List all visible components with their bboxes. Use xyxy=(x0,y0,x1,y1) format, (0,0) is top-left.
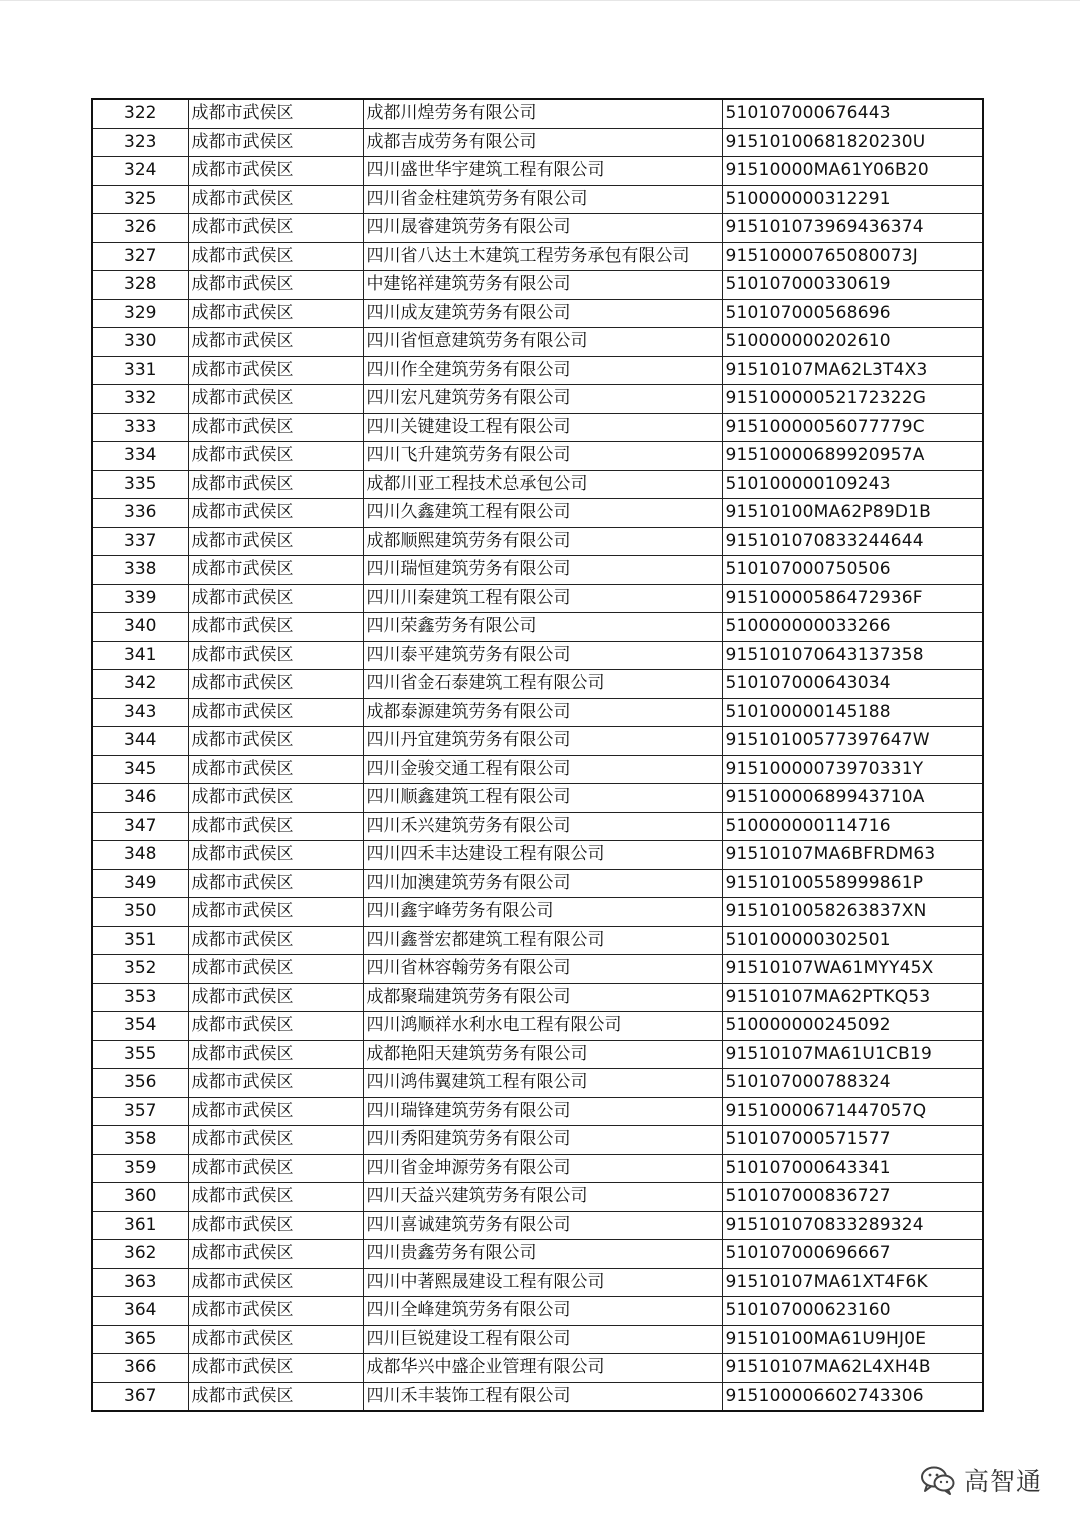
row-number-cell: 353 xyxy=(92,983,188,1012)
district-cell: 成都市武侯区 xyxy=(188,812,363,841)
company-name-cell: 成都川亚工程技术总承包公司 xyxy=(363,470,722,499)
credit-code-cell: 91510000056077779C xyxy=(722,413,983,442)
company-name-cell: 成都聚瑞建筑劳务有限公司 xyxy=(363,983,722,1012)
row-number-cell: 335 xyxy=(92,470,188,499)
credit-code-cell: 915100006602743306 xyxy=(722,1382,983,1411)
district-cell: 成都市武侯区 xyxy=(188,214,363,243)
row-number-cell: 357 xyxy=(92,1097,188,1126)
table-row xyxy=(92,527,983,556)
company-name-cell: 四川加澳建筑劳务有限公司 xyxy=(363,869,722,898)
row-number-cell: 323 xyxy=(92,128,188,157)
table-row xyxy=(92,698,983,727)
table-row xyxy=(92,1040,983,1069)
credit-code-cell: 91510100MA62P89D1B xyxy=(722,499,983,528)
company-name-cell: 四川省恒意建筑劳务有限公司 xyxy=(363,328,722,357)
table-row xyxy=(92,1069,983,1098)
company-name-cell: 四川鑫宇峰劳务有限公司 xyxy=(363,898,722,927)
credit-code-cell: 91510000689920957A xyxy=(722,442,983,471)
district-cell: 成都市武侯区 xyxy=(188,413,363,442)
company-name-cell: 四川喜诚建筑劳务有限公司 xyxy=(363,1211,722,1240)
credit-code-cell: 91510100MA61U9HJ0E xyxy=(722,1325,983,1354)
wechat-watermark xyxy=(920,1462,1042,1498)
row-number-cell: 330 xyxy=(92,328,188,357)
credit-code-cell: 91510107MA61U1CB19 xyxy=(722,1040,983,1069)
row-number-cell: 343 xyxy=(92,698,188,727)
company-name-cell: 成都泰源建筑劳务有限公司 xyxy=(363,698,722,727)
credit-code-cell: 915101070643137358 xyxy=(722,641,983,670)
credit-code-cell: 91510000586472936F xyxy=(722,584,983,613)
row-number-cell: 363 xyxy=(92,1268,188,1297)
table-row xyxy=(92,955,983,984)
company-name-cell: 四川金骏交通工程有限公司 xyxy=(363,755,722,784)
table-row xyxy=(92,1354,983,1383)
row-number-cell: 354 xyxy=(92,1012,188,1041)
table-row xyxy=(92,556,983,585)
row-number-cell: 366 xyxy=(92,1354,188,1383)
credit-code-cell: 510000000202610 xyxy=(722,328,983,357)
company-name-cell: 成都艳阳天建筑劳务有限公司 xyxy=(363,1040,722,1069)
credit-code-cell: 9151010058263837XN xyxy=(722,898,983,927)
credit-code-cell: 91510107MA61XT4F6K xyxy=(722,1268,983,1297)
company-name-cell: 四川荣鑫劳务有限公司 xyxy=(363,613,722,642)
district-cell: 成都市武侯区 xyxy=(188,841,363,870)
district-cell: 成都市武侯区 xyxy=(188,556,363,585)
credit-code-cell: 91510000073970331Y xyxy=(722,755,983,784)
district-cell: 成都市武侯区 xyxy=(188,356,363,385)
row-number-cell: 348 xyxy=(92,841,188,870)
company-name-cell: 四川瑞恒建筑劳务有限公司 xyxy=(363,556,722,585)
row-number-cell: 365 xyxy=(92,1325,188,1354)
table-row xyxy=(92,1240,983,1269)
company-name-cell: 四川省八达土木建筑工程劳务承包有限公司 xyxy=(363,242,722,271)
row-number-cell: 360 xyxy=(92,1183,188,1212)
row-number-cell: 339 xyxy=(92,584,188,613)
district-cell: 成都市武侯区 xyxy=(188,727,363,756)
company-name-cell: 四川鑫誉宏都建筑工程有限公司 xyxy=(363,926,722,955)
company-name-cell: 四川作全建筑劳务有限公司 xyxy=(363,356,722,385)
row-number-cell: 332 xyxy=(92,385,188,414)
company-name-cell: 四川全峰建筑劳务有限公司 xyxy=(363,1297,722,1326)
row-number-cell: 327 xyxy=(92,242,188,271)
table-row xyxy=(92,1126,983,1155)
credit-code-cell: 91510100558999861P xyxy=(722,869,983,898)
credit-code-cell: 915101070833289324 xyxy=(722,1211,983,1240)
watermark-text: 高智通 xyxy=(964,1467,1043,1496)
table-row xyxy=(92,1097,983,1126)
credit-code-cell: 510107000330619 xyxy=(722,271,983,300)
row-number-cell: 347 xyxy=(92,812,188,841)
district-cell: 成都市武侯区 xyxy=(188,1040,363,1069)
table-row xyxy=(92,128,983,157)
row-number-cell: 340 xyxy=(92,613,188,642)
credit-code-cell: 915101073969436374 xyxy=(722,214,983,243)
district-cell: 成都市武侯区 xyxy=(188,955,363,984)
row-number-cell: 359 xyxy=(92,1154,188,1183)
table-row xyxy=(92,670,983,699)
credit-code-cell: 91510000MA61Y06B20 xyxy=(722,157,983,186)
district-cell: 成都市武侯区 xyxy=(188,755,363,784)
credit-code-cell: 510107000643341 xyxy=(722,1154,983,1183)
district-cell: 成都市武侯区 xyxy=(188,1097,363,1126)
district-cell: 成都市武侯区 xyxy=(188,1268,363,1297)
table-row xyxy=(92,1297,983,1326)
credit-code-cell: 91510000765080073J xyxy=(722,242,983,271)
district-cell: 成都市武侯区 xyxy=(188,99,363,128)
credit-code-cell: 510107000676443 xyxy=(722,99,983,128)
company-name-cell: 四川宏凡建筑劳务有限公司 xyxy=(363,385,722,414)
row-number-cell: 326 xyxy=(92,214,188,243)
table-row xyxy=(92,983,983,1012)
row-number-cell: 324 xyxy=(92,157,188,186)
company-name-cell: 四川省金坤源劳务有限公司 xyxy=(363,1154,722,1183)
company-name-cell: 四川顺鑫建筑工程有限公司 xyxy=(363,784,722,813)
table-row xyxy=(92,869,983,898)
district-cell: 成都市武侯区 xyxy=(188,185,363,214)
company-name-cell: 成都顺熙建筑劳务有限公司 xyxy=(363,527,722,556)
district-cell: 成都市武侯区 xyxy=(188,470,363,499)
row-number-cell: 345 xyxy=(92,755,188,784)
row-number-cell: 336 xyxy=(92,499,188,528)
table-row xyxy=(92,185,983,214)
table-row xyxy=(92,499,983,528)
company-name-cell: 四川飞升建筑劳务有限公司 xyxy=(363,442,722,471)
credit-code-cell: 91510000689943710A xyxy=(722,784,983,813)
table-row xyxy=(92,413,983,442)
district-cell: 成都市武侯区 xyxy=(188,328,363,357)
district-cell: 成都市武侯区 xyxy=(188,1154,363,1183)
row-number-cell: 364 xyxy=(92,1297,188,1326)
credit-code-cell: 510107000623160 xyxy=(722,1297,983,1326)
district-cell: 成都市武侯区 xyxy=(188,1211,363,1240)
table-row xyxy=(92,99,983,128)
district-cell: 成都市武侯区 xyxy=(188,527,363,556)
credit-code-cell: 91510000671447057Q xyxy=(722,1097,983,1126)
credit-code-cell: 91510100577397647W xyxy=(722,727,983,756)
district-cell: 成都市武侯区 xyxy=(188,1354,363,1383)
credit-code-cell: 510000000114716 xyxy=(722,812,983,841)
row-number-cell: 344 xyxy=(92,727,188,756)
row-number-cell: 331 xyxy=(92,356,188,385)
table-row xyxy=(92,784,983,813)
company-name-cell: 四川盛世华宇建筑工程有限公司 xyxy=(363,157,722,186)
company-name-cell: 四川鸿顺祥水利水电工程有限公司 xyxy=(363,1012,722,1041)
credit-code-cell: 91510000052172322G xyxy=(722,385,983,414)
company-name-cell: 中建铭祥建筑劳务有限公司 xyxy=(363,271,722,300)
row-number-cell: 328 xyxy=(92,271,188,300)
credit-code-cell: 915101070833244644 xyxy=(722,527,983,556)
company-name-cell: 四川巨锐建设工程有限公司 xyxy=(363,1325,722,1354)
district-cell: 成都市武侯区 xyxy=(188,271,363,300)
table-row xyxy=(92,214,983,243)
district-cell: 成都市武侯区 xyxy=(188,1069,363,1098)
credit-code-cell: 510107000568696 xyxy=(722,299,983,328)
row-number-cell: 346 xyxy=(92,784,188,813)
wechat-icon xyxy=(920,1465,956,1495)
district-cell: 成都市武侯区 xyxy=(188,1297,363,1326)
company-name-cell: 四川天益兴建筑劳务有限公司 xyxy=(363,1183,722,1212)
table-row xyxy=(92,299,983,328)
credit-code-cell: 91510107MA6BFRDM63 xyxy=(722,841,983,870)
district-cell: 成都市武侯区 xyxy=(188,1382,363,1411)
table-row xyxy=(92,356,983,385)
company-name-cell: 四川中著熙晟建设工程有限公司 xyxy=(363,1268,722,1297)
district-cell: 成都市武侯区 xyxy=(188,1126,363,1155)
row-number-cell: 325 xyxy=(92,185,188,214)
district-cell: 成都市武侯区 xyxy=(188,784,363,813)
district-cell: 成都市武侯区 xyxy=(188,898,363,927)
row-number-cell: 337 xyxy=(92,527,188,556)
table-row xyxy=(92,841,983,870)
district-cell: 成都市武侯区 xyxy=(188,242,363,271)
table-row xyxy=(92,926,983,955)
company-name-cell: 四川晟睿建筑劳务有限公司 xyxy=(363,214,722,243)
row-number-cell: 355 xyxy=(92,1040,188,1069)
table-row xyxy=(92,898,983,927)
credit-code-cell: 510107000788324 xyxy=(722,1069,983,1098)
registry-table xyxy=(91,98,984,1412)
row-number-cell: 352 xyxy=(92,955,188,984)
row-number-cell: 349 xyxy=(92,869,188,898)
table-row xyxy=(92,328,983,357)
table-row xyxy=(92,1211,983,1240)
table-row xyxy=(92,584,983,613)
district-cell: 成都市武侯区 xyxy=(188,698,363,727)
credit-code-cell: 510000000312291 xyxy=(722,185,983,214)
district-cell: 成都市武侯区 xyxy=(188,869,363,898)
row-number-cell: 367 xyxy=(92,1382,188,1411)
table-row xyxy=(92,442,983,471)
row-number-cell: 334 xyxy=(92,442,188,471)
district-cell: 成都市武侯区 xyxy=(188,385,363,414)
credit-code-cell: 91510107MA62L3T4X3 xyxy=(722,356,983,385)
district-cell: 成都市武侯区 xyxy=(188,670,363,699)
company-name-cell: 四川省金柱建筑劳务有限公司 xyxy=(363,185,722,214)
credit-code-cell: 91510107WA61MYY45X xyxy=(722,955,983,984)
district-cell: 成都市武侯区 xyxy=(188,1012,363,1041)
company-name-cell: 四川丹宜建筑劳务有限公司 xyxy=(363,727,722,756)
row-number-cell: 362 xyxy=(92,1240,188,1269)
table-row xyxy=(92,812,983,841)
district-cell: 成都市武侯区 xyxy=(188,926,363,955)
credit-code-cell: 510100000302501 xyxy=(722,926,983,955)
row-number-cell: 351 xyxy=(92,926,188,955)
table-row xyxy=(92,1012,983,1041)
district-cell: 成都市武侯区 xyxy=(188,1240,363,1269)
company-name-cell: 四川瑞锋建筑劳务有限公司 xyxy=(363,1097,722,1126)
credit-code-cell: 510107000750506 xyxy=(722,556,983,585)
district-cell: 成都市武侯区 xyxy=(188,1183,363,1212)
district-cell: 成都市武侯区 xyxy=(188,128,363,157)
page-top-rule xyxy=(0,0,1080,1)
table-row xyxy=(92,385,983,414)
company-name-cell: 四川鸿伟翼建筑工程有限公司 xyxy=(363,1069,722,1098)
row-number-cell: 361 xyxy=(92,1211,188,1240)
district-cell: 成都市武侯区 xyxy=(188,584,363,613)
district-cell: 成都市武侯区 xyxy=(188,157,363,186)
company-name-cell: 四川禾丰装饰工程有限公司 xyxy=(363,1382,722,1411)
table-row xyxy=(92,1154,983,1183)
district-cell: 成都市武侯区 xyxy=(188,613,363,642)
company-name-cell: 四川禾兴建筑劳务有限公司 xyxy=(363,812,722,841)
credit-code-cell: 510000000245092 xyxy=(722,1012,983,1041)
table-row xyxy=(92,1268,983,1297)
table-row xyxy=(92,1183,983,1212)
credit-code-cell: 91510107MA62PTKQ53 xyxy=(722,983,983,1012)
table-row xyxy=(92,470,983,499)
credit-code-cell: 510107000643034 xyxy=(722,670,983,699)
table-row xyxy=(92,613,983,642)
table-row xyxy=(92,271,983,300)
credit-code-cell: 91510100681820230U xyxy=(722,128,983,157)
row-number-cell: 333 xyxy=(92,413,188,442)
credit-code-cell: 510107000696667 xyxy=(722,1240,983,1269)
company-name-cell: 四川泰平建筑劳务有限公司 xyxy=(363,641,722,670)
row-number-cell: 358 xyxy=(92,1126,188,1155)
registry-table-body xyxy=(92,99,983,1411)
row-number-cell: 356 xyxy=(92,1069,188,1098)
company-name-cell: 四川贵鑫劳务有限公司 xyxy=(363,1240,722,1269)
district-cell: 成都市武侯区 xyxy=(188,1325,363,1354)
company-name-cell: 四川省金石泰建筑工程有限公司 xyxy=(363,670,722,699)
table-row xyxy=(92,157,983,186)
row-number-cell: 329 xyxy=(92,299,188,328)
row-number-cell: 322 xyxy=(92,99,188,128)
company-name-cell: 成都川煌劳务有限公司 xyxy=(363,99,722,128)
credit-code-cell: 510100000109243 xyxy=(722,470,983,499)
row-number-cell: 341 xyxy=(92,641,188,670)
company-name-cell: 四川久鑫建筑工程有限公司 xyxy=(363,499,722,528)
table-row xyxy=(92,641,983,670)
district-cell: 成都市武侯区 xyxy=(188,299,363,328)
credit-code-cell: 91510107MA62L4XH4B xyxy=(722,1354,983,1383)
credit-code-cell: 510107000836727 xyxy=(722,1183,983,1212)
table-row xyxy=(92,755,983,784)
table-row xyxy=(92,1325,983,1354)
credit-code-cell: 510000000033266 xyxy=(722,613,983,642)
row-number-cell: 338 xyxy=(92,556,188,585)
table-row xyxy=(92,1382,983,1411)
district-cell: 成都市武侯区 xyxy=(188,499,363,528)
company-name-cell: 四川成友建筑劳务有限公司 xyxy=(363,299,722,328)
district-cell: 成都市武侯区 xyxy=(188,641,363,670)
company-name-cell: 成都华兴中盛企业管理有限公司 xyxy=(363,1354,722,1383)
credit-code-cell: 510100000145188 xyxy=(722,698,983,727)
company-name-cell: 四川关键建设工程有限公司 xyxy=(363,413,722,442)
row-number-cell: 350 xyxy=(92,898,188,927)
company-name-cell: 四川四禾丰达建设工程有限公司 xyxy=(363,841,722,870)
row-number-cell: 342 xyxy=(92,670,188,699)
credit-code-cell: 510107000571577 xyxy=(722,1126,983,1155)
table-row xyxy=(92,242,983,271)
district-cell: 成都市武侯区 xyxy=(188,442,363,471)
company-name-cell: 成都吉成劳务有限公司 xyxy=(363,128,722,157)
district-cell: 成都市武侯区 xyxy=(188,983,363,1012)
table-row xyxy=(92,727,983,756)
company-name-cell: 四川省林容翰劳务有限公司 xyxy=(363,955,722,984)
company-name-cell: 四川川秦建筑工程有限公司 xyxy=(363,584,722,613)
company-name-cell: 四川秀阳建筑劳务有限公司 xyxy=(363,1126,722,1155)
